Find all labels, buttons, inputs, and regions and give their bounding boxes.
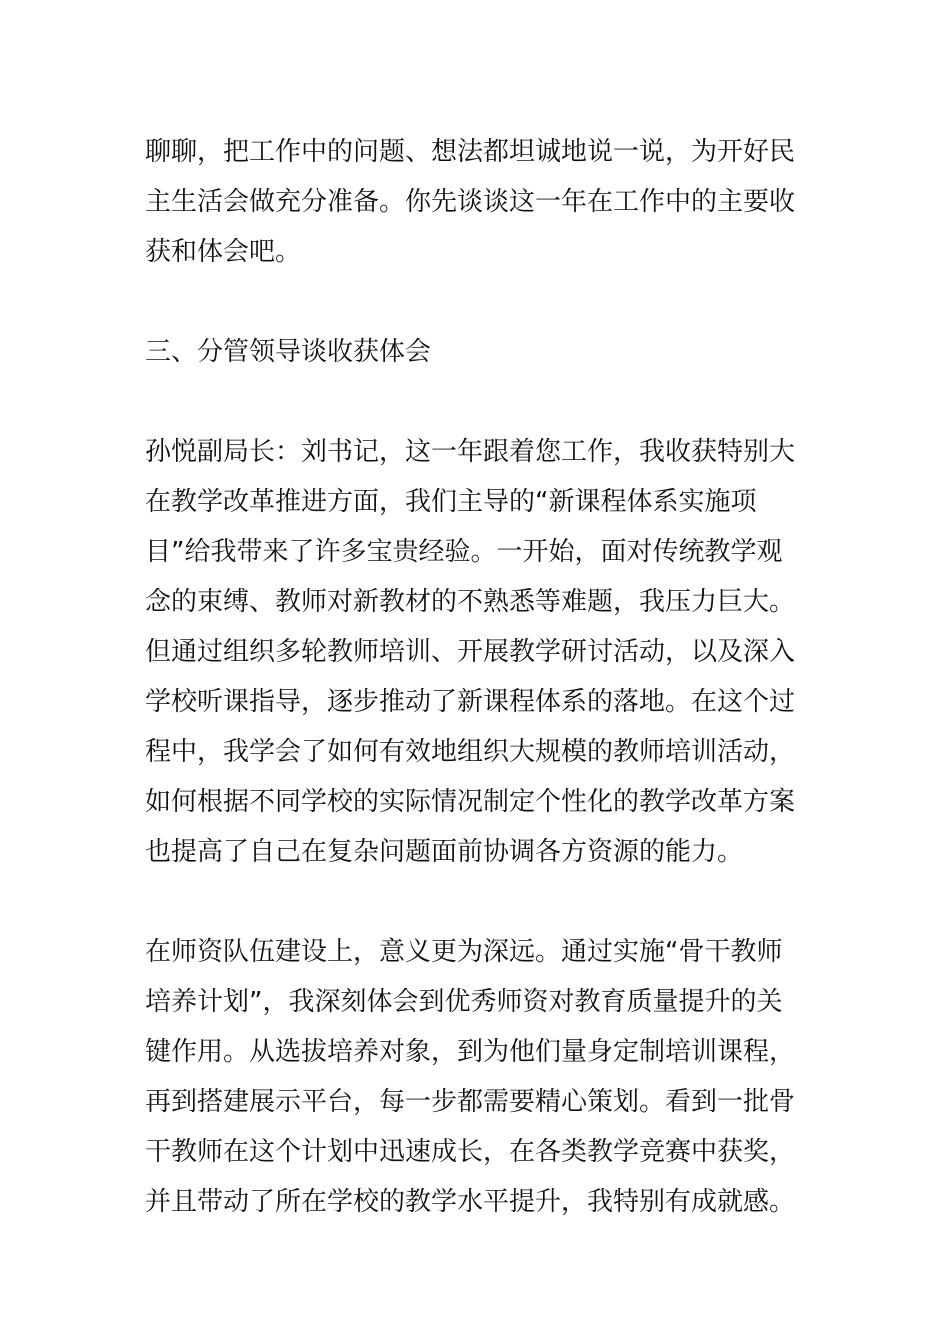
text-line: 培养计划”，我深刻体会到优秀师资对教育质量提升的关 (145, 987, 783, 1017)
text-line: 孙悦副局长：刘书记，这一年跟着您工作，我收获特别大 (145, 437, 796, 467)
text-line: 并且带动了所在学校的教学水平提升，我特别有成就感。 (145, 1187, 796, 1217)
text-line: 干教师在这个计划中迅速成长，在各类教学竞赛中获奖， (145, 1137, 796, 1167)
heading-text: 三、分管领导谈收获体会 (145, 337, 432, 367)
paragraph-spacer (145, 277, 810, 327)
text-line: 在师资队伍建设上，意义更为深远。通过实施“骨干教师 (145, 937, 783, 967)
section-heading (145, 327, 810, 377)
text-line: 获和体会吧。 (145, 237, 302, 267)
paragraph-teachers (145, 927, 810, 1227)
paragraph-spacer (145, 377, 810, 427)
text-line: 键作用。从选拔培养对象，到为他们量身定制培训课程， (145, 1037, 796, 1067)
text-line: 程中，我学会了如何有效地组织大规模的教师培训活动， (145, 737, 796, 767)
text-line: 主生活会做充分准备。你先谈谈这一年在工作中的主要收 (145, 187, 796, 217)
text-line: 聊聊，把工作中的问题、想法都坦诚地说一说，为开好民 (145, 137, 796, 167)
paragraph-spacer (145, 877, 810, 927)
text-line: 目”给我带来了许多宝贵经验。一开始，面对传统教学观 (145, 537, 783, 567)
text-line: 学校听课指导，逐步推动了新课程体系的落地。在这个过 (145, 687, 796, 717)
document-body (145, 127, 810, 1227)
text-line: 再到搭建展示平台，每一步都需要精心策划。看到一批骨 (145, 1087, 796, 1117)
text-line: 但通过组织多轮教师培训、开展教学研讨活动，以及深入 (145, 637, 796, 667)
paragraph-speech (145, 427, 810, 877)
paragraph-intro (145, 127, 810, 277)
text-line: 如何根据不同学校的实际情况制定个性化的教学改革方案 (145, 787, 796, 817)
text-line: 也提高了自己在复杂问题面前协调各方资源的能力。 (145, 837, 744, 867)
text-line: 念的束缚、教师对新教材的不熟悉等难题，我压力巨大。 (145, 587, 796, 617)
text-line: 在教学改革推进方面，我们主导的“新课程体系实施项 (145, 487, 757, 517)
